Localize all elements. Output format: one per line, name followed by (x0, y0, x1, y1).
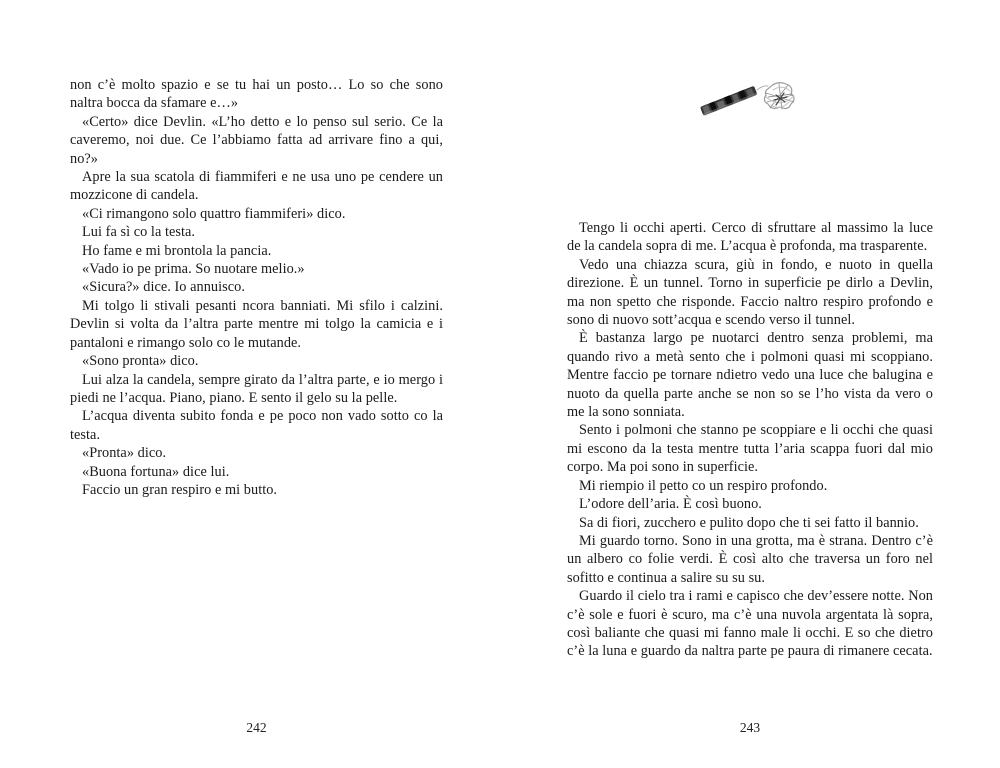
paragraph: «Vado io pe prima. So nuotare melio.» (82, 261, 305, 278)
page-right-text (567, 219, 933, 661)
paragraph: Mi guardo torno. Sono in una grotta, ma è strana. Dentro c’è un albero co folie verdi. È così alto che traversa un foro nel sofitto e continua a salire su su su. (567, 532, 933, 586)
paragraph: «Ci rimangono solo quattro fiammiferi» dico. (82, 205, 346, 222)
burnt-match-icon (696, 74, 800, 118)
paragraph: Mi riempio il petto co un respiro profondo. (579, 477, 828, 494)
paragraph: Apre la sua scatola di fiammiferi e ne usa uno pe cendere un mozzicone di candela. (70, 169, 443, 204)
paragraph: Ho fame e mi brontola la pancia. (82, 242, 272, 259)
page-left-text (70, 76, 443, 499)
paragraph: non c’è molto spazio e se tu hai un posto… Lo so che sono naltra bocca da sfamare e…» (70, 77, 443, 112)
burnt-match-illustration (696, 74, 800, 118)
paragraph: Lui alza la candela, sempre girato da l’altra parte, e io mergo i piedi ne l’acqua. Piano, piano. E sento il gelo su la pelle. (70, 371, 443, 406)
paragraph: «Buona fortuna» dice lui. (82, 463, 230, 480)
page-number-left: 242 (246, 720, 267, 735)
paragraph: Lui fa sì co la testa. (82, 224, 196, 241)
paragraph: «Certo» dice Devlin. «L’ho detto e lo penso sul serio. Ce la caveremo, noi due. Ce l’abbiamo fatta ad arrivare fino a qui, no?» (70, 113, 443, 167)
paragraph: Sa di fiori, zucchero e pulito dopo che ti sei fatto il bannio. (579, 514, 919, 531)
paragraph: Faccio un gran respiro e mi butto. (82, 481, 278, 498)
paragraph: Guardo il cielo tra i rami e capisco che dev’essere notte. Non c’è sole e fuori è scuro, ma c’è una nuvola argentata là sopra, così baliante che quasi mi fanno male li occhi. E so che dietro c’è la luna e guardo da naltra parte pe paura di rimanere cecata. (567, 588, 933, 660)
page-number-right: 243 (739, 720, 761, 735)
paragraph: L’acqua diventa subito fonda e pe poco non vado sotto co la testa. (70, 408, 443, 443)
paragraph: Sento i polmoni che stanno pe scoppiare e li occhi che quasi mi escono da la testa mentre tutta l’aria scappa fuori dal mio corpo. Ma poi sono in superficie. (567, 422, 933, 476)
paragraph: Mi tolgo li stivali pesanti ncora banniati. Mi sfilo i calzini. Devlin si volta da l’altra parte mentre mi tolgo la camicia e i pantaloni e rimango solo co le mutande. (70, 297, 443, 351)
paragraph: È bastanza largo pe nuotarci dentro senza problemi, ma quando rivo a metà sento che i polmoni quasi mi scoppiano. Mentre faccio pe tornare ndietro vedo una luce che balugina e nuoto da quella parte anche se non so se l’ho vista da vero o me la sono sonniata. (567, 330, 933, 421)
paragraph: Vedo una chiazza scura, giù in fondo, e nuoto in quella direzione. È un tunnel. Torno in superficie pe dirlo a Devlin, ma non spetto che risponde. Faccio naltro respiro profondo e sono di nuovo sott’acqua e scendo verso il tunnel. (567, 256, 933, 329)
paragraph: «Pronta» dico. (82, 445, 167, 462)
paragraph: Tengo li occhi aperti. Cerco di sfruttare al massimo la luce de la candela sopra di me. L’acqua è profonda, ma trasparente. (567, 220, 933, 255)
paragraph: «Sono pronta» dico. (82, 353, 199, 370)
paragraph: L’odore dell’aria. È così buono. (579, 496, 762, 513)
paragraph: «Sicura?» dice. Io annuisco. (82, 279, 245, 296)
